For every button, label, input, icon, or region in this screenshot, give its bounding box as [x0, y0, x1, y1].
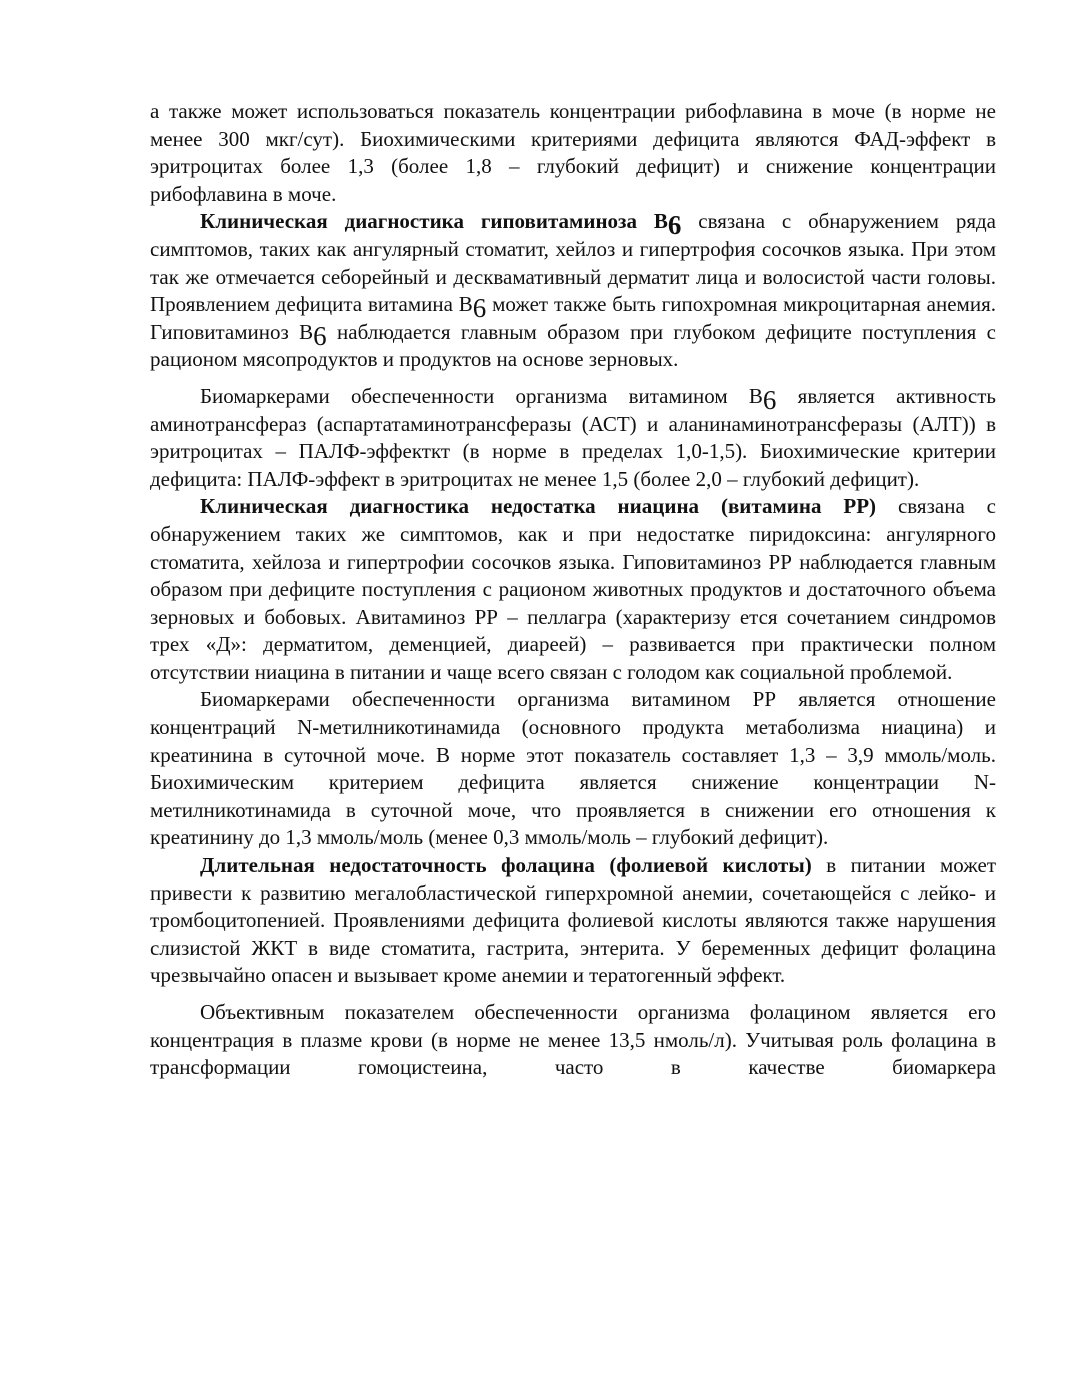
paragraph-b6-biomarkers-text-2: является активность аминотрансфераз (аспартатаминотрансферазы (АСТ) и аланинаминотрансферазы (АЛТ)) в эритроцитах – ПАЛФ-эффекткт (в норме в пределах 1,0-1,5). Биохимические критерии дефицита: ПАЛФ-эффект в эритроцитах не менее 1,5 (более 2,0 – глубокий дефицит).	[150, 383, 996, 491]
paragraph-b6-biomarkers-text-1: Биомаркерами обеспеченности организма витамином B	[200, 383, 763, 408]
paragraph-folacin-deficiency	[150, 852, 996, 990]
heading-b6-clinical	[200, 209, 682, 241]
paragraph-b6-text-3: наблюдается главным образом при глубоком дефиците поступления с рационом мясопродуктов и продуктов на основе зерновых.	[150, 319, 996, 372]
subscript-6: 6	[313, 320, 327, 351]
paragraph-pp-biomarkers: Биомаркерами обеспеченности организма витамином РР является отношение концентраций N-метилникотинамида (основного продукта метаболизма ниацина) и креатинина в суточной моче. В норме этот показатель составляет 1,3 – 3,9 ммоль/моль. Биохимическим критерием дефицита является снижение концентрации N-метилникотинамида в суточной моче, что проявляется в снижении его отношения к креатинину до 1,3 ммоль/моль (менее 0,3 ммоль/моль – глубокий дефицит).	[150, 687, 996, 850]
paragraph-folacin-indicator: Объективным показателем обеспеченности организма фолацином является его концентрация в плазме крови (в норме не менее 13,5 нмоль/л). Учитывая роль фолацина в трансформации гомоцистеина, часто в качестве биомаркера	[150, 1000, 996, 1080]
paragraph-b6-biomarkers	[150, 383, 996, 493]
paragraph-niacin-text: связана с обнаружением таких же симптомов, как и при недостатке пиридоксина: ангулярного стоматита, хейлоза и гипертрофии сосочков языка. Гиповитаминоз РР наблюдается главным образом при дефиците поступления с рационом животных продуктов и достаточного объема зерновых и бобовых. Авитаминоз РР – пеллагра (характеризу ется сочетанием синдромов трех «Д»: дерматитом, деменцией, диареей) – развивается при практически полном отсутствии ниацина в питании и чаще всего связан с голодом как социальной проблемой.	[150, 494, 997, 684]
heading-b6-clinical-text: Клиническая диагностика гиповитаминоза B	[200, 209, 668, 234]
subscript-6: 6	[667, 210, 682, 241]
paragraph-b6-text-2: может также быть гипохромная микроцитарная анемия. Гиповитаминоз B	[150, 292, 996, 344]
document-page	[150, 98, 996, 1082]
paragraph-b6-clinical	[150, 208, 996, 374]
paragraph-folacin-text: в питании может привести к развитию мегалобластической гиперхромной анемии, сочетающейся с лейко- и тромбоцитопенией. Проявлениями дефицита фолиевой кислоты являются также нарушения слизистой ЖКТ в виде стоматита, гастрита, энтерита. У беременных дефицит фолацина чрезвычайно опасен и вызывает кроме анемии и тератогенный эффект.	[150, 853, 997, 988]
paragraph-riboflavin-urine: а также может использоваться показатель концентрации рибофлавина в моче (в норме не менее 300 мкг/сут). Биохимическими критериями дефицита являются ФАД-эффект в эритроцитах более 1,3 (более 1,8 – глубокий дефицит) и снижение концентрации рибофлавина в моче.	[150, 99, 996, 206]
subscript-6: 6	[472, 293, 487, 324]
paragraph-niacin-clinical	[150, 493, 996, 686]
heading-folacin-deficiency: Длительная недостаточность фолацина (фолиевой кислоты)	[200, 853, 812, 878]
subscript-6: 6	[762, 384, 777, 415]
heading-niacin-clinical: Клиническая диагностика недостатка ниацина (витамина РР)	[200, 494, 877, 519]
paragraph-b6-text-1: связана с обнаружением ряда симптомов, таких как ангулярный стоматит, хейлоз и гипертрофия сосочков языка. При этом так же отмечается себорейный и десквамативный дерматит лица и волосистой части головы. Проявлением дефицита витамина B	[150, 209, 996, 317]
